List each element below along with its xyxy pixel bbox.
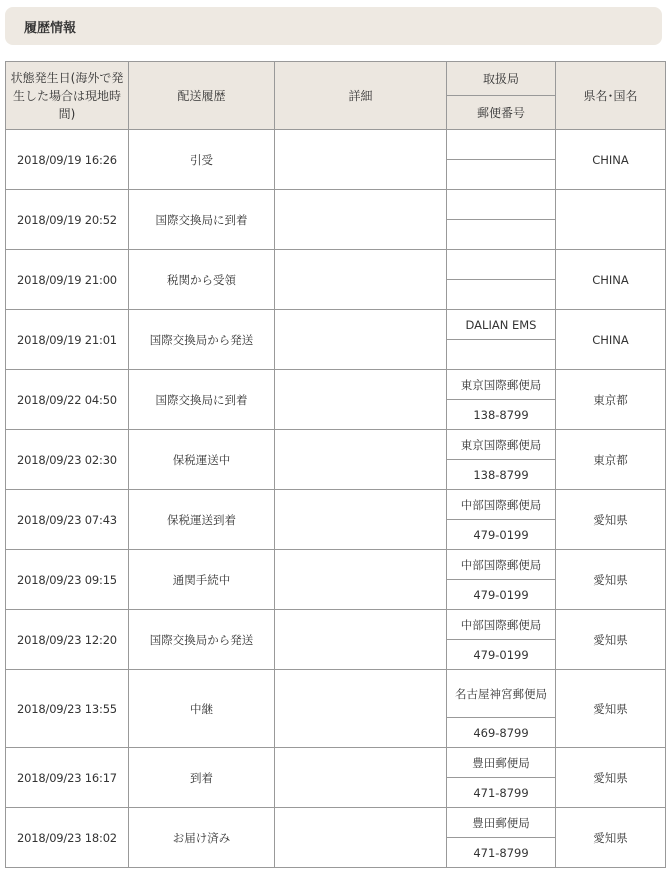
row-zip: 479-0199 (447, 580, 556, 610)
row-office: 名古屋神宮郵便局 (447, 670, 556, 718)
header-date: 状態発生日(海外で発生した場合は現地時間) (6, 62, 129, 130)
row-status: 国際交換局に到着 (129, 190, 275, 250)
row-detail (275, 370, 447, 430)
row-detail (275, 190, 447, 250)
row-office: 中部国際郵便局 (447, 490, 556, 520)
row-status: 国際交換局に到着 (129, 370, 275, 430)
row-zip (447, 160, 556, 190)
row-detail (275, 550, 447, 610)
row-date: 2018/09/22 04:50 (6, 370, 129, 430)
row-zip: 471-8799 (447, 778, 556, 808)
row-region: 愛知県 (556, 610, 666, 670)
row-date: 2018/09/23 16:17 (6, 748, 129, 808)
row-office (447, 250, 556, 280)
row-zip: 138-8799 (447, 460, 556, 490)
row-detail (275, 130, 447, 190)
row-zip: 469-8799 (447, 718, 556, 748)
row-office: 東京国際郵便局 (447, 430, 556, 460)
table-row (6, 430, 666, 460)
row-zip: 479-0199 (447, 520, 556, 550)
row-office (447, 190, 556, 220)
header-office: 取扱局 (447, 62, 556, 96)
row-date: 2018/09/19 21:00 (6, 250, 129, 310)
section-title-bar (5, 7, 662, 45)
row-detail (275, 430, 447, 490)
row-status: 国際交換局から発送 (129, 310, 275, 370)
table-row (6, 490, 666, 520)
header-detail: 詳細 (275, 62, 447, 130)
row-date: 2018/09/23 07:43 (6, 490, 129, 550)
row-detail (275, 310, 447, 370)
table-row (6, 130, 666, 160)
table-row (6, 610, 666, 640)
table-row (6, 550, 666, 580)
row-region: CHINA (556, 250, 666, 310)
row-date: 2018/09/19 21:01 (6, 310, 129, 370)
table-row (6, 670, 666, 718)
row-office: 中部国際郵便局 (447, 610, 556, 640)
row-region: 愛知県 (556, 670, 666, 748)
row-office: 東京国際郵便局 (447, 370, 556, 400)
row-date: 2018/09/23 12:20 (6, 610, 129, 670)
row-status: 保税運送到着 (129, 490, 275, 550)
row-date: 2018/09/23 09:15 (6, 550, 129, 610)
row-region: 愛知県 (556, 808, 666, 868)
row-date: 2018/09/23 02:30 (6, 430, 129, 490)
row-detail (275, 748, 447, 808)
row-date: 2018/09/23 18:02 (6, 808, 129, 868)
row-office: DALIAN EMS (447, 310, 556, 340)
row-status: 保税運送中 (129, 430, 275, 490)
history-table (5, 61, 666, 868)
row-status: 国際交換局から発送 (129, 610, 275, 670)
row-status: 到着 (129, 748, 275, 808)
row-date: 2018/09/19 20:52 (6, 190, 129, 250)
row-date: 2018/09/23 13:55 (6, 670, 129, 748)
row-zip: 471-8799 (447, 838, 556, 868)
table-row (6, 370, 666, 400)
row-region: 東京都 (556, 370, 666, 430)
table-row (6, 190, 666, 220)
row-detail (275, 250, 447, 310)
row-status: 中継 (129, 670, 275, 748)
row-detail (275, 808, 447, 868)
row-office (447, 130, 556, 160)
row-zip: 138-8799 (447, 400, 556, 430)
row-office: 豊田郵便局 (447, 808, 556, 838)
row-detail (275, 610, 447, 670)
row-region: 愛知県 (556, 490, 666, 550)
section-title: 履歴情報 (24, 20, 77, 36)
row-status: お届け済み (129, 808, 275, 868)
row-zip (447, 280, 556, 310)
row-detail (275, 490, 447, 550)
header-zip: 郵便番号 (447, 96, 556, 130)
row-region: 東京都 (556, 430, 666, 490)
row-status: 税関から受領 (129, 250, 275, 310)
row-region: 愛知県 (556, 748, 666, 808)
row-zip (447, 220, 556, 250)
row-office: 豊田郵便局 (447, 748, 556, 778)
row-date: 2018/09/19 16:26 (6, 130, 129, 190)
row-region: 愛知県 (556, 550, 666, 610)
row-status: 引受 (129, 130, 275, 190)
row-zip (447, 340, 556, 370)
header-status: 配送履歴 (129, 62, 275, 130)
table-row (6, 310, 666, 340)
row-zip: 479-0199 (447, 640, 556, 670)
row-region (556, 190, 666, 250)
row-region: CHINA (556, 130, 666, 190)
header-region: 県名･国名 (556, 62, 666, 130)
table-row (6, 808, 666, 838)
history-body (6, 130, 666, 868)
row-detail (275, 670, 447, 748)
row-region: CHINA (556, 310, 666, 370)
table-row (6, 250, 666, 280)
row-office: 中部国際郵便局 (447, 550, 556, 580)
table-row (6, 748, 666, 778)
row-status: 通関手続中 (129, 550, 275, 610)
